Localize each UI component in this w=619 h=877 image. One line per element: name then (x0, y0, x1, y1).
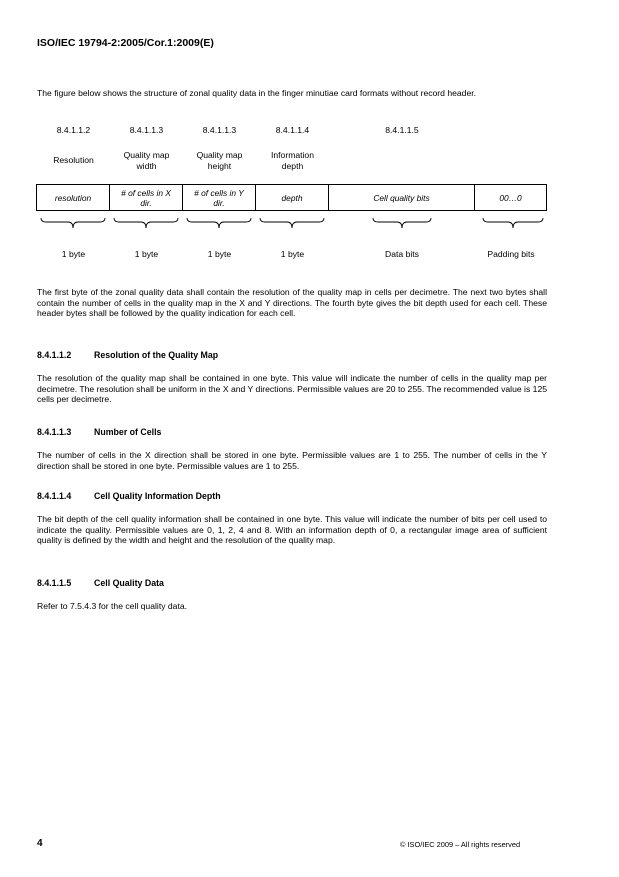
intro-paragraph: The figure below shows the structure of zonal quality data in the finger minutiae card formats without record header. (37, 88, 476, 98)
field-ref-height: 8.4.1.1.3 (202, 125, 237, 135)
field-label-depth: Information depth (271, 150, 314, 171)
cell-padding: 00…0 (499, 192, 522, 203)
cell-quality-bits: Cell quality bits (329, 185, 475, 210)
size-padding: Padding bits (487, 249, 535, 259)
section-body-depth: The bit depth of the cell quality information shall be contained in one byte. This value will indicate the number of bits per cell used to indicate the quality. Permissible values are 0, 1, 2, 4 and 8. With an information depth of 0, a rectangular image area of sufficient quality is defined by the width and height and the resolution of the quality map. (37, 514, 547, 545)
size-cells-y: 1 byte (207, 249, 232, 259)
brace-depth (259, 217, 325, 229)
section-body-quality-data: Refer to 7.5.4.3 for the cell quality data. (37, 601, 188, 611)
section-heading-cells: 8.4.1.1.3 Number of Cells (37, 427, 162, 437)
size-cells-x: 1 byte (134, 249, 159, 259)
size-resolution: 1 byte (61, 249, 86, 259)
brace-cells-x (113, 217, 179, 229)
size-quality-bits: Data bits (385, 249, 419, 259)
section-body-cells: The number of cells in the X direction shall be stored in one byte. Permissible values are 1 to 255. The number of cells in the Y direction shall be stored in one byte. Permissible values are 1 to 255. (37, 450, 547, 471)
cell-cells-y: # of cells in Y dir. (183, 185, 256, 210)
section-heading-quality-data: 8.4.1.1.5 Cell Quality Data (37, 578, 164, 588)
document-header: ISO/IEC 19794-2:2005/Cor.1:2009(E) (37, 37, 214, 49)
field-label-width: Quality map width (123, 150, 170, 171)
cell-cells-x: # of cells in X dir. (110, 185, 183, 210)
section-heading-resolution: 8.4.1.1.2 Resolution of the Quality Map (37, 350, 219, 360)
field-ref-depth: 8.4.1.1.4 (275, 125, 310, 135)
structure-paragraph: The first byte of the zonal quality data shall contain the resolution of the quality map in cells per decimetre. The next two bytes shall contain the number of cells in the quality map in the X and Y directions. The fourth byte gives the bit depth used for each cell. These header bytes shall be followed by the quality indication for each cell. (37, 287, 547, 318)
page-number: 4 (37, 838, 43, 849)
brace-padding (482, 217, 544, 229)
brace-resolution (40, 217, 106, 229)
copyright-notice: © ISO/IEC 2009 – All rights reserved (400, 840, 521, 849)
field-ref-width: 8.4.1.1.3 (129, 125, 164, 135)
brace-cells-y (186, 217, 252, 229)
section-body-resolution: The resolution of the quality map shall be contained in one byte. This value will indicate the number of cells in the quality map per decimetre. The resolution shall be uniform in the X and Y directions. Permissible values are 20 to 255. The recommended value is 125 cells per decimetre. (37, 373, 547, 404)
section-heading-depth: 8.4.1.1.4 Cell Quality Information Depth (37, 491, 221, 501)
cell-resolution: resolution (37, 185, 110, 210)
field-label-resolution: Resolution (53, 155, 94, 165)
field-label-height: Quality map height (196, 150, 243, 171)
size-depth: 1 byte (280, 249, 305, 259)
quality-data-structure (36, 184, 547, 211)
field-ref-quality: 8.4.1.1.5 (385, 125, 419, 135)
cell-depth: depth (256, 185, 329, 210)
field-ref-resolution: 8.4.1.1.2 (56, 125, 91, 135)
brace-quality-bits (372, 217, 432, 229)
